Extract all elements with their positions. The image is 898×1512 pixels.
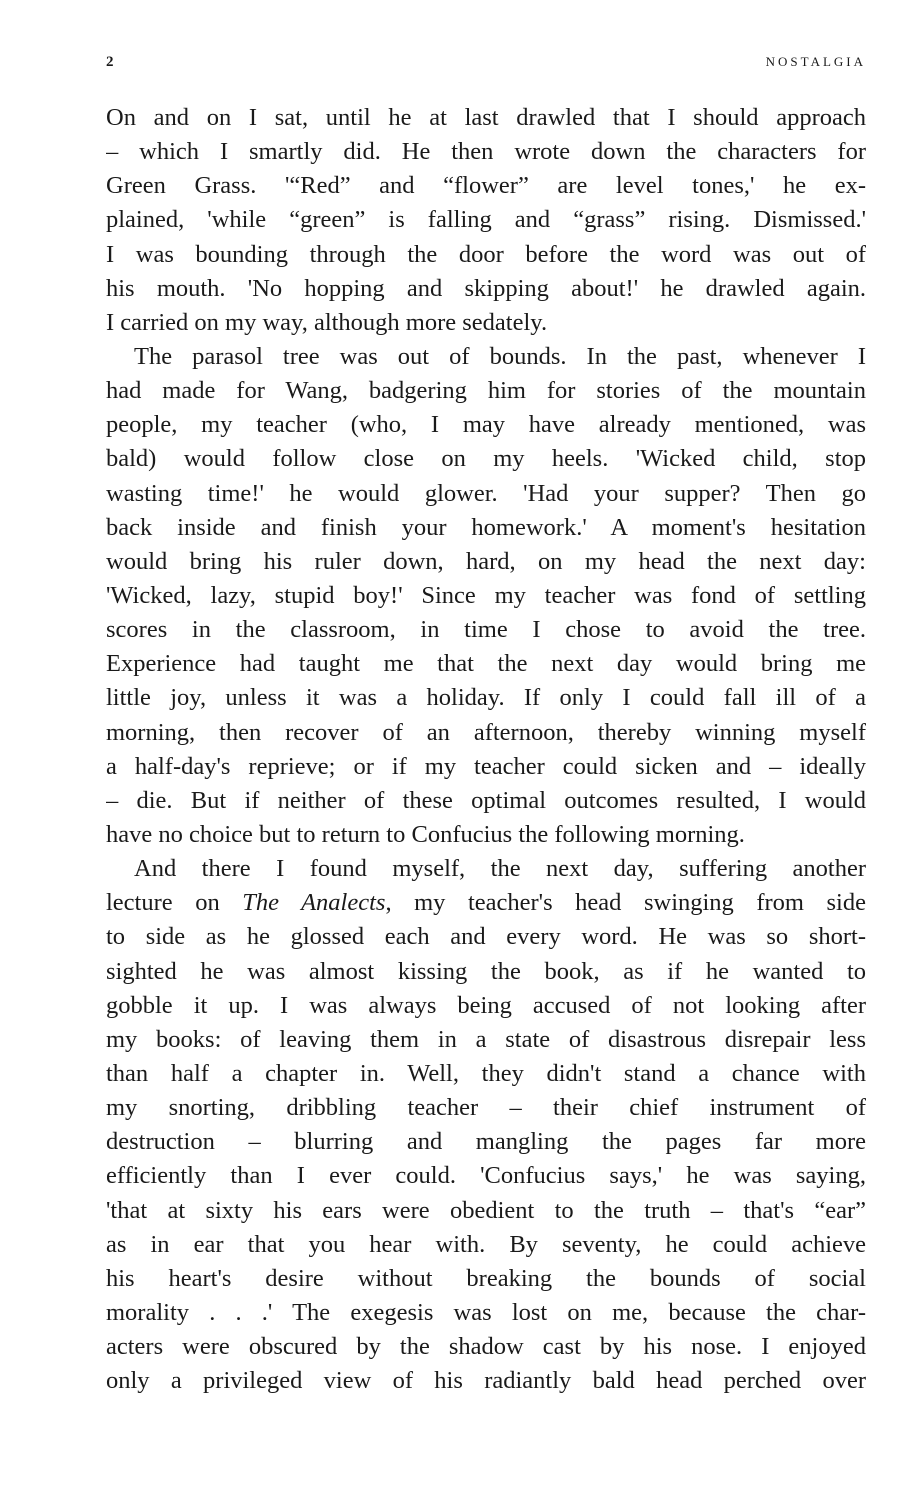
text-line: sighted he was almost kissing the book, as if he wanted to <box>106 957 866 985</box>
running-title: NOSTALGIA <box>765 54 866 69</box>
text-line: people, my teacher (who, I may have already mentioned, was <box>106 411 866 439</box>
text-line: I was bounding through the door before the word was out of <box>106 240 866 268</box>
text-line: I carried on my way, although more sedately. <box>106 308 548 336</box>
text-line: his mouth. 'No hopping and skipping about!' he drawled again. <box>106 274 866 302</box>
text-line: to side as he glossed each and every word. He was so short- <box>106 923 866 951</box>
running-head <box>106 52 866 72</box>
text-segment: lecture on <box>106 889 243 917</box>
text-line-with-title <box>106 886 866 920</box>
text-line: The parasol tree was out of bounds. In the past, whenever I <box>134 342 866 370</box>
text-line: And there I found myself, the next day, suffering another <box>134 855 866 883</box>
text-line: morning, then recover of an afternoon, thereby winning myself <box>106 718 866 746</box>
page-number: 2 <box>106 54 114 70</box>
text-segment: , my teacher's head swinging from side <box>385 889 866 917</box>
text-line: have no choice but to return to Confucius the following morning. <box>106 820 745 848</box>
text-line: would bring his ruler down, hard, on my head the next day: <box>106 547 866 575</box>
text-line: gobble it up. I was always being accused of not looking after <box>106 991 866 1019</box>
text-line: than half a chapter in. Well, they didn't stand a chance with <box>106 1059 866 1087</box>
text-line: plained, 'while “green” is falling and “grass” rising. Dismissed.' <box>106 206 866 234</box>
text-line: my books: of leaving them in a state of disastrous disrepair less <box>106 1025 866 1053</box>
text-line: On and on I sat, until he at last drawled that I should approach <box>106 104 866 131</box>
text-line: destruction – blurring and mangling the pages far more <box>106 1128 866 1156</box>
text-line: little joy, unless it was a holiday. If only I could fall ill of a <box>106 684 866 712</box>
text-line: back inside and finish your homework.' A moment's hesitation <box>106 513 866 541</box>
text-line: bald) would follow close on my heels. 'Wicked child, stop <box>106 445 866 473</box>
text-line: 'that at sixty his ears were obedient to the truth – that's “ear” <box>106 1196 866 1224</box>
text-line: only a privileged view of his radiantly bald head perched over <box>106 1367 866 1395</box>
text-line: scores in the classroom, in time I chose to avoid the tree. <box>106 616 866 644</box>
text-line: – which I smartly did. He then wrote down the characters for <box>106 138 866 166</box>
text-line: had made for Wang, badgering him for stories of the mountain <box>106 377 866 405</box>
text-line: wasting time!' he would glower. 'Had your supper? Then go <box>106 479 866 507</box>
text-line: Experience had taught me that the next day would bring me <box>106 650 866 678</box>
book-title: The Analects <box>242 889 386 917</box>
text-line: 'Wicked, lazy, stupid boy!' Since my teacher was fond of settling <box>106 581 866 609</box>
text-line: acters were obscured by the shadow cast by his nose. I enjoyed <box>106 1333 866 1361</box>
text-line: morality . . .' The exegesis was lost on me, because the char- <box>106 1298 866 1326</box>
text-line: Green Grass. '“Red” and “flower” are level tones,' he ex- <box>106 172 866 200</box>
text-line: as in ear that you hear with. By seventy, he could achieve <box>106 1230 866 1258</box>
body-text <box>106 101 866 1398</box>
text-line: a half-day's reprieve; or if my teacher could sicken and – ideally <box>106 752 866 780</box>
text-line: efficiently than I ever could. 'Confucius says,' he was saying, <box>106 1162 866 1190</box>
text-line: – die. But if neither of these optimal outcomes resulted, I would <box>106 786 866 814</box>
text-line: my snorting, dribbling teacher – their chief instrument of <box>106 1094 866 1122</box>
text-line: his heart's desire without breaking the bounds of social <box>106 1264 866 1292</box>
